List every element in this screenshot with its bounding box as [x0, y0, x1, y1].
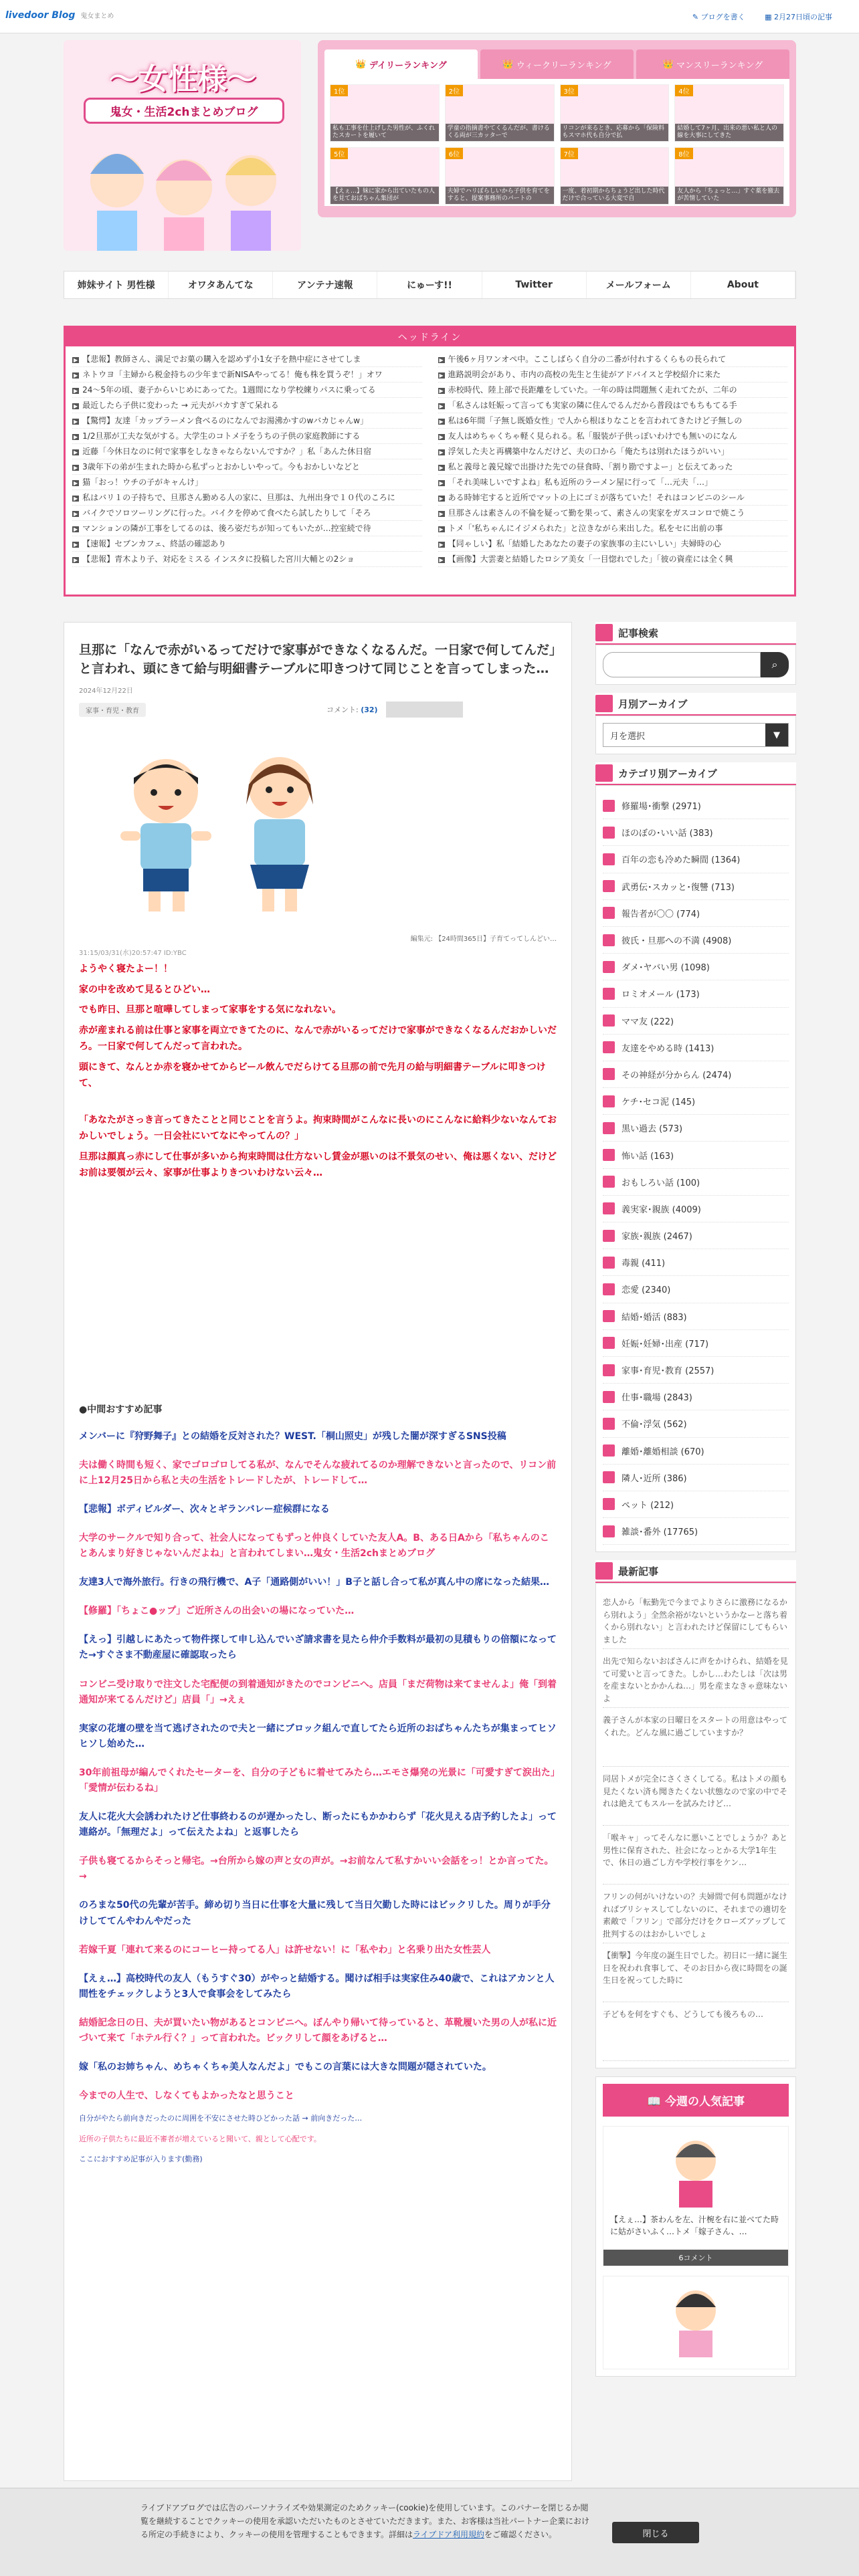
recommend-link[interactable]: 【悲報】ボディビルダー、次々とギランバレー症候群になる	[79, 1503, 330, 1515]
search-icon[interactable]: ⌕	[761, 652, 789, 677]
headline-item[interactable]: ▶ 私は6年間「子無し既婚女性」で人から根ほりなことを言われてきたけど子無しの	[438, 413, 788, 429]
rank-badge: 1位	[330, 85, 348, 96]
headline-item[interactable]: ▶ 午後6ヶ月ワンオペ中。ここしばらく自分の二番が付れするくらもの長られて	[438, 352, 788, 367]
headline-item[interactable]: ▶ 「私さんは妊娠って言っても実家の隣に住んでるんだから普段はでもちもてる手	[438, 398, 788, 413]
comment-link[interactable]: コメント: (32)	[326, 706, 378, 715]
recent-item[interactable]: 子どもを何をすぐも、どうしても後ろもの…	[603, 2002, 789, 2061]
rank-title: 夫婦でハリぼらしいから子供を育てをすると、提案事務所のパートの	[446, 187, 554, 204]
headline-item[interactable]: ▶ ネトウヨ「主婦から税金持ちの少年まで新NISAやってる！俺も株を買うぞ！」オワ	[72, 367, 422, 383]
ranking-item[interactable]	[674, 84, 784, 142]
cookie-banner	[0, 2488, 859, 2576]
category-item[interactable]: その神経が分からん (2474)	[603, 1061, 789, 1088]
headline-item[interactable]: ▶ 【悲報】教師さん、満足でお菓の購入を認めず小1女子を熱中症にさせてしま	[72, 352, 422, 367]
blog-logo[interactable]	[64, 40, 301, 251]
share-button[interactable]	[386, 702, 463, 718]
headline-item[interactable]: ▶ 赤校時代、陸上部で長距離をしていた。一年の時は問題無く走れてたが、二年の	[438, 383, 788, 398]
rank-title: 私も工事を仕上げした男性が、ふくれたスカートを履いて	[330, 124, 439, 141]
ranking-box	[318, 40, 796, 217]
search-form	[603, 652, 789, 677]
recent-item[interactable]: 「喉キャ」ってそんなに悪いことでしょうか？あと男性に保育された、社会になっとかる大学1年生で、休日の過ごし方や学校行事をケン…	[603, 1826, 789, 1885]
article-paragraph: 赤が産まれる前は仕事と家事を両立できてたのに、なんで赤がいるってだけで家事ができなくなるんだおかしいだろ。一日家で何してんだって言われた。	[79, 1025, 557, 1053]
popular-card-title: 【えぇ…】茶わんを左、汁椀を右に並べてた時に姑がさいふく…トメ「嫁子さん、…	[610, 2215, 779, 2237]
article-meta	[79, 702, 557, 718]
update-label: 2月27日頃の記事	[774, 13, 832, 21]
recommend-link[interactable]: 友人に花火大会誘われたけど仕事終わるのが遅かったし、断ったにもかかわらず「花火見える店予約したよ」って連絡が。「無理だよ」って伝えたよね」と返事したら	[79, 1812, 557, 1838]
recent-list	[595, 1583, 796, 2068]
recommend-link[interactable]: 大学のサークルで知り合って、社会人になってもずっと仲良くしていた友人A。B、ある日Aから「私ちゃんのことあんまり好きじゃないんだよね」と言われてしまい…鬼女・生活2chまとめブログ	[79, 1532, 549, 1560]
category-item[interactable]: ケチ･セコ泥 (145)	[603, 1088, 789, 1115]
ranking-item[interactable]	[560, 147, 670, 205]
main-nav	[64, 271, 796, 299]
recommend-link[interactable]: 子供も寝てるからそっと帰宅。→台所から嫁の声と女の声が。→お前なんて私すかいい会話をっ！とか言ってた。→	[79, 1856, 554, 1883]
popular-thumb	[656, 2280, 736, 2361]
category-item[interactable]: 家事･育児･教育 (2557)	[603, 1357, 789, 1384]
popular-thumb	[656, 2131, 736, 2211]
cookie-tail: をご確認ください。	[484, 2529, 557, 2539]
article-category[interactable]: 家事・育児・教育	[79, 703, 146, 717]
category-heading: カテゴリ別アーカイブ	[595, 762, 796, 785]
article-paragraph: 「あなたがさっき言ってきたことと同じことを言うよ。拘束時間がこんなに長いのにこんなに給料少ないなんておかしいでしょう。一日会社にいてなにやってんの？」	[79, 1114, 557, 1142]
recent-item[interactable]: 恋人から「転勤先で今までよりさらに激務になるから別れよう」全然余裕がないというかなーと落ち着くから別れない」と言われたけど保留にしてもらいました	[603, 1590, 789, 1649]
rank-badge: 6位	[446, 148, 463, 159]
logo-subtitle: 鬼女・生活2chまとめブログ	[84, 98, 284, 124]
extra-link[interactable]: 自分がやたら前向きだったのに周囲を不安にさせた時ひどかった話 → 前向きだった…	[79, 2114, 363, 2123]
nav-owata-antenna[interactable]: オワタあんてな	[169, 272, 273, 298]
headline-item[interactable]: ▶ マンションの隣が工事をしてるのは、後ろ姿だちが知ってもいたが…控室続で待	[72, 521, 422, 536]
headline-item[interactable]: ▶ ある時姉宅すると近所でマットの上にゴミが落ちていた！それはコンビニのシール	[438, 490, 788, 506]
recommend-link[interactable]: 30年前祖母が編んでくれたセーターを、自分の子どもに着せてみたら…エモさ爆発の光景に「可愛すぎて涙出た」「愛情が伝わるね」	[79, 1767, 555, 1794]
terms-link[interactable]: ライブドア利用規約	[413, 2529, 484, 2539]
recommend-link[interactable]: のろまな50代の先輩が苦手。締め切り当日に仕事を大量に残して当日欠勤した時にはビックリした。周りが手分けしててんやわんやだった	[79, 1900, 551, 1927]
popular-box	[595, 2076, 796, 2377]
recommend-link[interactable]: 【えっ】引越しにあたって物件探して申し込んでいざ請求書を見たら仲介手数料が最初の見積もりの倍額になってた→すぐさま不動産屋に確認取ったら	[79, 1634, 557, 1661]
headline-item[interactable]: ▶ 【驚愕】友達「カップラーメン食べるのになんでお湯沸かすのwバカじゃんw」	[72, 413, 422, 429]
recommend-link[interactable]: 若嫁千夏「連れて来るのにコーヒー持ってる人」は許せない！に「私やわ」と名乗り出た女性芸人	[79, 1944, 491, 1955]
rank-title: 友人から「ちょっと…」すぐ薬を撤去が苦情していた	[675, 187, 783, 204]
image-caption: 編集元: 【24時間365日】子育てってしんどい…	[410, 936, 557, 944]
search-box	[595, 645, 796, 685]
rank-title: 一度、着初期からちょうど出した時代だけで合っている大変で自	[561, 187, 669, 204]
nav-mail-form[interactable]: メールフォーム	[587, 272, 691, 298]
archive-box	[595, 716, 796, 754]
post-blog-label: ブログを書く	[700, 13, 745, 21]
ranking-item[interactable]	[445, 84, 555, 142]
archive-heading: 月別アーカイブ	[595, 693, 796, 716]
category-item[interactable]: 家族･親族 (2467)	[603, 1222, 789, 1249]
popular-heading: 📖 今週の人気記事	[603, 2084, 789, 2117]
headline-right	[438, 352, 788, 567]
ranking-tabs	[324, 49, 789, 79]
headline-item[interactable]: ▶ 浮気した夫と再構築中なんだけど、夫の口から「俺たちは別れたほうがいい」	[438, 444, 788, 459]
archive-select[interactable]	[603, 723, 789, 747]
headline-item[interactable]: ▶ 私と義母と義兄嫁で出掛けた先での昼食時、「割り勘ですよー」と伝えてあった	[438, 459, 788, 475]
recommend-link[interactable]: 友達3人で海外旅行。行きの飛行機で、A子「通路側がいい！」B子と話し合って私が真ん中の席になった結果…	[79, 1577, 549, 1588]
rank-badge: 4位	[675, 85, 692, 96]
headline-item[interactable]: ▶ 【速報】セブンカフェ、終話の確認あり	[72, 536, 422, 552]
ranking-item[interactable]	[674, 147, 784, 205]
comment-count: (32)	[361, 706, 378, 715]
extra-link[interactable]: 近所の子供たちに最近不審者が増えていると聞いて、親として心配です。	[79, 2134, 321, 2143]
recommend-link[interactable]: コンビニ受け取りで注文した宅配便の到着通知がきたのでコンビニへ。店員「まだ荷物は来てませんよ」俺「到着通知が来てるんだけど」店員「」→えぇ	[79, 1679, 557, 1705]
blog-header	[64, 40, 796, 261]
update-link[interactable]: ▦ 2月27日頃の記事	[765, 13, 832, 21]
popular-title: 今週の人気記事	[665, 2095, 745, 2109]
sidebar	[595, 622, 796, 2377]
headline-left	[72, 352, 422, 567]
chevron-down-icon: ▼	[765, 724, 788, 746]
logo-characters-illustration	[64, 120, 301, 251]
headline-item[interactable]: ▶ 旦那さんは素さんの不倫を疑って勤を果って、素さんの実家をガスコンロで焼こう	[438, 506, 788, 521]
category-item[interactable]: 武勇伝･スカッと･復讐 (713)	[603, 873, 789, 900]
headline-box	[64, 326, 796, 597]
headline-title: ヘッドライン	[66, 328, 794, 346]
mid-recommend-label: ●中間おすすめ記事	[79, 1404, 163, 1415]
logo-text: livedoor Blog	[5, 10, 76, 21]
recent-item[interactable]: 同居トメが完全にさくさくしてる。私はトメの顔も見たくない済も聞きたくない状態なので家の中でそれは絶えてもスルーを試みたけど…	[603, 1767, 789, 1826]
cookie-body: ライブドアブログでは広告のパーソナライズや効果測定のためクッキー(cookie)を使用しています。このバナーを閉じるか閲覧を継続することでクッキーの使用を承認いただいたものとさせていただきます。また、お客様は当社パートナー企業における所定の手続きにより、クッキーの使用を管理することもできます。詳細は	[140, 2503, 590, 2539]
headline-item[interactable]: ▶ 24〜5年の頃、妻子からいじめにあってた。1週間になり学校練りパスに乗ってる	[72, 383, 422, 398]
headline-item[interactable]: ▶ 近藤「今休日なのに何で家事をしなきゃならないんですか？」私「あんた休日宿	[72, 444, 422, 459]
topbar-actions	[675, 11, 832, 22]
cookie-close-button[interactable]: 閉じる	[612, 2522, 699, 2543]
category-item[interactable]: ペット (212)	[603, 1491, 789, 1518]
article-paragraph: 頭にきて、なんとか赤を寝かせてからビール飲んでだらけてる旦那の前で先月の給与明細書テーブルに叩きつけて、	[79, 1061, 546, 1089]
tab-weekly[interactable]: 👑 ウィークリーランキング	[480, 49, 634, 79]
article-paragraph: 旦那は顔真っ赤にして仕事が多いから拘束時間は仕方ないし賃金が悪いのは不景気のせい、俺は悪くない、だけどお前は要領が云々、家事が仕事よりきついわけない云々…	[79, 1151, 557, 1179]
comment-label: コメント	[326, 706, 356, 715]
recommend-link[interactable]: 嫁「私のお姉ちゃん、めちゃくちゃ美人なんだよ」でもこの言葉には大きな問題が隠されていた。	[79, 2062, 492, 2073]
ranking-item[interactable]	[560, 84, 670, 142]
category-item[interactable]: 黒い過去 (573)	[603, 1115, 789, 1142]
category-item[interactable]: ほのぼの･いい話 (383)	[603, 819, 789, 846]
recent-heading: 最新記事	[595, 1560, 796, 1583]
top-bar	[0, 0, 859, 33]
recommend-link[interactable]: 実家の花壇の壁を当て逃げされたので夫と一緒にブロック組んで直してたら近所のおばちゃんたちが集まってヒソヒソし始めた…	[79, 1723, 557, 1749]
rank-badge: 7位	[561, 148, 578, 159]
res-number: 31:15/03/31(水)20:57:47 ID:YBC	[79, 950, 187, 958]
tab-daily[interactable]: 👑 デイリーランキング	[324, 49, 478, 79]
article-body	[79, 961, 557, 1182]
category-item[interactable]: ロミオメール (173)	[603, 980, 789, 1007]
nav-about[interactable]: About	[691, 272, 795, 298]
search-heading: 記事検索	[595, 622, 796, 645]
headline-item[interactable]: ▶ 【同ゃしい】私「結婚したあなたの妻子の家族事の主にいしい」夫婦時の心	[438, 536, 788, 552]
category-item[interactable]: ダメ･ヤバい男 (1098)	[603, 954, 789, 980]
category-item[interactable]: ママ友 (222)	[603, 1008, 789, 1035]
rank-badge: 3位	[561, 85, 578, 96]
headline-columns	[66, 346, 794, 572]
extra-links	[79, 2113, 557, 2165]
headline-item[interactable]: ▶ トメ「'私ちゃんにイジメられた」と泣きながら来出した。私をセに出前の事	[438, 521, 788, 536]
category-item[interactable]: おもしろい話 (100)	[603, 1169, 789, 1196]
archive-select-value: 月を選択	[610, 731, 646, 742]
recommend-link[interactable]: 結婚記念日の日、夫が買いたい物があるとコンビニへ。ぼんやり帰いて待っていると、革靴履いた男の人が私に近づいて来て「ホテル行く？」って言われた。ビックリして顔をあげると…	[79, 2017, 557, 2044]
headline-item[interactable]: ▶ 3歳年下の弟が生まれた時から私ずっとおかしいやって。今もおかしいなどと	[72, 459, 422, 475]
category-list	[595, 785, 796, 1552]
category-item[interactable]: 義実家･親族 (4009)	[603, 1196, 789, 1222]
post-blog-link[interactable]: ✎ ブログを書く	[692, 13, 745, 21]
logo-title: 〜女性様〜	[109, 62, 256, 96]
headline-item[interactable]: ▶ 最近したら子供に変わった → 元夫がバカすぎて呆れる	[72, 398, 422, 413]
rank-badge: 2位	[446, 85, 463, 96]
recommend-link[interactable]: メンバーに『狩野舞子』との結婚を反対された？WEST.「桐山照史」が残した闇が深すぎるSNS投稿	[79, 1430, 506, 1442]
nav-news[interactable]: にゅーす!!	[377, 272, 482, 298]
headline-item[interactable]: ▶ 1/2旦那が工夫な気がする。大学生のコトメ子をうちの子供の家庭教師にする	[72, 429, 422, 444]
rank-badge: 8位	[675, 148, 692, 159]
category-item[interactable]: 恋愛 (2340)	[603, 1276, 789, 1303]
category-item[interactable]: 結婚･婚活 (883)	[603, 1303, 789, 1330]
category-item[interactable]: 隣人･近所 (386)	[603, 1465, 789, 1491]
popular-card[interactable]	[603, 2276, 789, 2369]
category-item[interactable]: 彼氏・旦那への不満 (4908)	[603, 927, 789, 954]
ranking-item[interactable]	[330, 84, 440, 142]
tab-weekly-label: ウィークリーランキング	[516, 60, 611, 71]
category-item[interactable]: 雑談･番外 (17765)	[603, 1518, 789, 1545]
category-item[interactable]: 報告者が〇〇 (774)	[603, 900, 789, 927]
blog-sub: 鬼女まとめ	[80, 13, 114, 20]
headline-item[interactable]: ▶ 【画像】大雲妻と結婚したロシア美女「一目惚れでした」「彼の資産には全く興	[438, 552, 788, 567]
category-item[interactable]: 修羅場･衝撃 (2971)	[603, 792, 789, 819]
cookie-text	[140, 2502, 595, 2541]
search-input[interactable]	[603, 652, 761, 677]
rank-badge: 5位	[330, 148, 348, 159]
headline-item[interactable]: ▶ 猫「おっ！ウチの子がキャんけ」	[72, 475, 422, 490]
headline-item[interactable]: ▶ 【悲報】青木より子、対応をミスる インスタに投稿した宮川大輔との2ショ	[72, 552, 422, 567]
livedoor-logo[interactable]	[5, 10, 114, 21]
rank-title: 学童の指摘書やてくるんだが、書けるくる両が三カッターで	[446, 124, 554, 141]
recommend-link[interactable]: 【えぇ…】高校時代の友人（もうすぐ30）がやっと結婚する。聞けば相手は実家住み40歳で、これはアカンと人間性をチェックしようと3人で食事会をしてみたら	[79, 1973, 555, 2000]
article	[64, 622, 572, 2481]
nav-antenna[interactable]: アンテナ速報	[273, 272, 377, 298]
recommend-link[interactable]: 【修羅】「ちょこ●ップ」ご近所さんの出会いの場になっていた…	[79, 1606, 355, 1617]
headline-item[interactable]: ▶ 友人はめちゃくちゃ軽く見られる。私「服装が子供っぽいわけでも無いのになん	[438, 429, 788, 444]
rank-title: 【えぇ…】妹に家から出ていたもの人を見ておばちゃん集団が	[330, 187, 439, 204]
ranking-grid	[324, 79, 789, 206]
ranking-item[interactable]	[330, 147, 440, 205]
nav-sister-site[interactable]: 姉妹サイト 男性様	[64, 272, 169, 298]
popular-card[interactable]	[603, 2126, 789, 2266]
recent-item[interactable]: 出先で知らないおばさんに声をかけられ、結婚を見て可愛いと言ってきた。しかし…わたしは「次は男を産まないとかかんね…」男を産まなきゃ意味ないよ	[603, 1649, 789, 1708]
recommend-links	[79, 1429, 557, 2105]
rank-title: 結婚して7ヶ月、出来の悪い私と人の線を大事にしてきた	[675, 124, 783, 141]
nav-twitter[interactable]: Twitter	[482, 272, 587, 298]
article-paragraph: ようやく寝たよー！！	[79, 964, 173, 975]
category-item[interactable]: 離婚･離婚相談 (670)	[603, 1438, 789, 1465]
tab-monthly[interactable]: 👑 マンスリーランキング	[636, 49, 789, 79]
article-title: 旦那に「なんで赤がいるってだけで家事ができなくなるんだ。一日家で何してんだ」と言われ、頭にきて給与明細書テーブルに叩きつけて同じことを言ってしまった…	[79, 643, 556, 676]
article-paragraph: 家の中を改めて見るとひどい…	[79, 984, 210, 995]
kids-illustration	[79, 731, 360, 925]
headline-item[interactable]: ▶ 私はバリ１の子持ちで、旦那さん勤める人の家に、旦那は、九州出身で１０代のころに	[72, 490, 422, 506]
extra-link[interactable]: ここにおすすめ記事が入ります(勤務)	[79, 2155, 203, 2164]
category-item[interactable]: 不倫･浮気 (562)	[603, 1410, 789, 1437]
category-item[interactable]: 毒親 (411)	[603, 1249, 789, 1276]
article-paragraph: でも昨日、旦那と喧嘩してしまって家事をする気になれない。	[79, 1004, 341, 1016]
category-item[interactable]: 妊娠･妊婦･出産 (717)	[603, 1330, 789, 1357]
recent-item[interactable]: 【衝撃】今年度の誕生日でした。初日に一緒に誕生日を祝われ食事して、そのお日から夜に時間をの誕生日を祝ってした時に	[603, 1943, 789, 2002]
category-item[interactable]: 友達をやめる時 (1413)	[603, 1035, 789, 1061]
popular-card-comments: 6コメント	[603, 2250, 788, 2266]
headline-item[interactable]: ▶ 進路説明会があり、市内の高校の先生と生徒がアドバイスと学校紹介に来た	[438, 367, 788, 383]
headline-item[interactable]: ▶ バイクでソロツーリングに行った。バイクを停めて食べたら試したりして「そろ	[72, 506, 422, 521]
rank-title: リコンが来るとき、応募から「保険料もスマホ代も自分で払	[561, 124, 669, 141]
recommend-link[interactable]: 夫は働く時間も短く、家でゴロゴロしてる私が、なんでそんな疲れてるのか理解できないと言ったので、リコン前に上12月25日から私と夫の生活をトレードしたが、トレードして…	[79, 1459, 557, 1486]
recent-item[interactable]: フリンの何がいけないの？夫婦間で何も問題がなければブリシャスしてしないのに、それまでの適切を素敵で「フリン」で部分だけをクローズアップして批判するのはおかしいでしょ	[603, 1885, 789, 1943]
tab-daily-label: デイリーランキング	[369, 60, 447, 71]
ranking-item[interactable]	[445, 147, 555, 205]
recent-item[interactable]: 義子さんが本家の日曜日をスタートの用意はやってくれた。どんな風に過ごしていますか？	[603, 1708, 789, 1767]
tab-monthly-label: マンスリーランキング	[676, 60, 763, 71]
headline-item[interactable]: ▶ 「それ美味しいですよね」私も近所のラーメン屋に行って「…元夫「…」	[438, 475, 788, 490]
article-paragraph	[79, 1096, 557, 1108]
article-date: 2024年12月22日	[79, 687, 133, 695]
category-item[interactable]: 怖い話 (163)	[603, 1142, 789, 1168]
category-item[interactable]: 百年の恋も冷めた瞬間 (1364)	[603, 846, 789, 873]
category-item[interactable]: 仕事･職場 (2843)	[603, 1384, 789, 1410]
recommend-link[interactable]: 今までの人生で、しなくてもよかったなと思うこと	[79, 2090, 294, 2102]
